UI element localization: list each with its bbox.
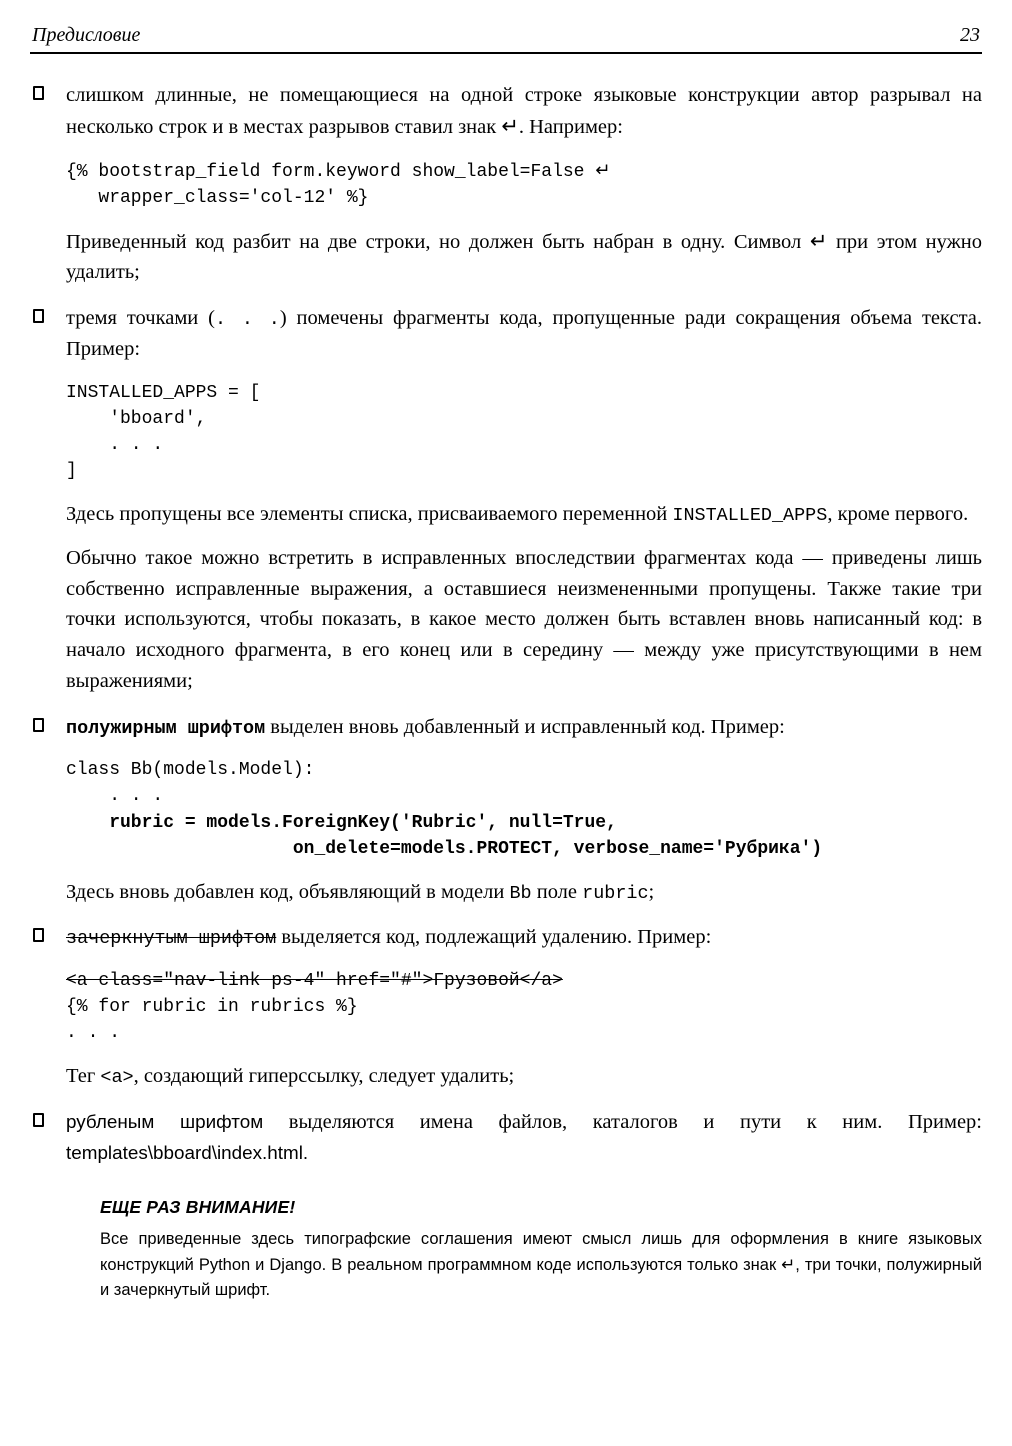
text-segment: Все приведенные здесь типографские соглашения имеют смысл лишь для оформления в книге языковых конструкций Python и Django. В реальном программном коде используются только знак: [100, 1229, 982, 1274]
code-line: 'bboard',: [66, 408, 207, 429]
file-path: templates\bboard\index.html.: [66, 1141, 309, 1163]
text-segment: Приведенный код разбит на две строки, но должен быть набран в одну. Символ: [66, 230, 810, 253]
text-segment: поле: [531, 880, 583, 903]
running-title: Предисловие: [32, 24, 141, 46]
line-break-symbol: ↵: [501, 113, 519, 138]
bullet-body: [66, 80, 982, 288]
code-line: {% for rubric in rubrics %}: [66, 997, 358, 1018]
code-line: class Bb(models.Model):: [66, 760, 315, 781]
line-break-symbol: ↵: [781, 1253, 796, 1274]
term-segment: рубленым шрифтом: [66, 1111, 264, 1133]
text-segment: выделяется код, подлежащий удалению. Пример:: [276, 926, 712, 949]
text-segment: Тег: [66, 1065, 101, 1088]
code-line-deleted: <a class="nav-link ps-4" href="#">Грузовой</a>: [66, 971, 563, 992]
code-line: . . .: [66, 434, 164, 455]
code-line: INSTALLED_APPS = [: [66, 382, 261, 403]
bullet-marker: [33, 928, 44, 942]
bullet-marker: [33, 718, 44, 732]
text-segment: Здесь вновь добавлен код, объявляющий в модели: [66, 880, 510, 903]
bullet-item-bold-font: [30, 712, 982, 908]
note-title: ЕЩЕ РАЗ ВНИМАНИЕ!: [100, 1196, 296, 1217]
inline-code: полужирным шрифтом: [66, 717, 266, 739]
inline-code: . . .: [214, 309, 280, 331]
paragraph: [66, 712, 982, 743]
bullet-marker: [33, 86, 44, 100]
bullet-body: [66, 712, 982, 908]
bullet-item-line-break: [30, 80, 982, 288]
code-line: [66, 158, 982, 185]
text-segment: выделяются имена файлов, каталогов и пути к ним. Пример:: [263, 1111, 982, 1134]
code-line-added: on_delete=models.PROTECT, verbose_name='Рубрика'): [66, 838, 823, 859]
code-block: [66, 380, 982, 484]
bullet-marker: [33, 309, 44, 323]
text-segment: , создающий гиперссылку, следует удалить;: [133, 1065, 515, 1088]
paragraph: [66, 1061, 982, 1092]
text-segment: при этом нужно удалить;: [66, 230, 982, 284]
bullet-body: [66, 303, 982, 696]
inline-code: INSTALLED_APPS: [672, 505, 828, 527]
bullet-item-ellipsis: [30, 303, 982, 696]
code-line: . . .: [66, 1023, 121, 1044]
text-segment: , кроме первого.: [827, 503, 969, 526]
paragraph: [66, 303, 982, 365]
text-segment: слишком длинные, не помещающиеся на одной строке языковые конструкции автор разрывал на несколько строк и в местах разрывов ставил знак: [66, 84, 982, 138]
code-block: [66, 968, 982, 1046]
bullet-marker: [33, 1113, 44, 1127]
text-segment: . Например:: [518, 115, 623, 138]
code-line-added: rubric = models.ForeignKey('Rubric', null=True,: [66, 812, 617, 833]
line-break-symbol: ↵: [595, 159, 611, 181]
text-segment: ) помечены фрагменты кода, пропущенные ради сокращения объема текста. Пример:: [66, 307, 982, 360]
line-break-symbol: ↵: [809, 228, 828, 253]
text-segment: тремя точками (: [66, 307, 215, 330]
paragraph: [66, 80, 982, 143]
paragraph: [66, 877, 982, 908]
bullet-item-sans-font: [30, 1107, 982, 1169]
text-segment: Здесь пропущены все элементы списка, присваиваемого переменной: [66, 503, 673, 526]
attention-note: [100, 1197, 982, 1303]
text-segment: выделен вновь добавленный и исправленный код. Пример:: [265, 715, 785, 738]
bullet-item-strike-font: [30, 922, 982, 1092]
code-line: . . .: [66, 786, 164, 807]
page-header: [30, 20, 982, 52]
bullet-body: [66, 1107, 982, 1169]
bullet-body: [66, 922, 982, 1092]
inline-code: зачеркнутым шрифтом: [66, 928, 277, 950]
inline-code: <a>: [100, 1067, 134, 1089]
text-segment: Обычно такое можно встретить в исправленных впоследствии фрагментах кода — приведены лишь собственно исправленные выражения, а оставшиеся неизмененными пропущены. Также такие три точки используются, чтобы показать, в какое место должен быть вставлен вновь написанный код: в начало исходного фрагмента, в его конец или в середину — между уже присутствующими в нем выражениями;: [66, 546, 982, 692]
code-block: [66, 158, 982, 211]
inline-code: rubric: [582, 882, 649, 904]
code-line: ]: [66, 460, 77, 481]
code-text: {% bootstrap_field form.keyword show_label=False: [66, 161, 596, 182]
paragraph: [66, 543, 982, 697]
code-block: [66, 757, 982, 861]
paragraph: [66, 1107, 982, 1169]
code-line: wrapper_class='col-12' %}: [66, 187, 369, 208]
text-segment: ;: [648, 880, 655, 903]
text-segment: , три точки, полужирный и зачеркнутый шрифт.: [100, 1255, 982, 1299]
paragraph: [66, 922, 982, 953]
paragraph: [66, 226, 982, 289]
inline-code: Bb: [509, 882, 532, 904]
note-body: [100, 1227, 982, 1303]
page-number: 23: [960, 24, 980, 46]
paragraph: [66, 499, 982, 530]
header-rule: [30, 52, 982, 54]
